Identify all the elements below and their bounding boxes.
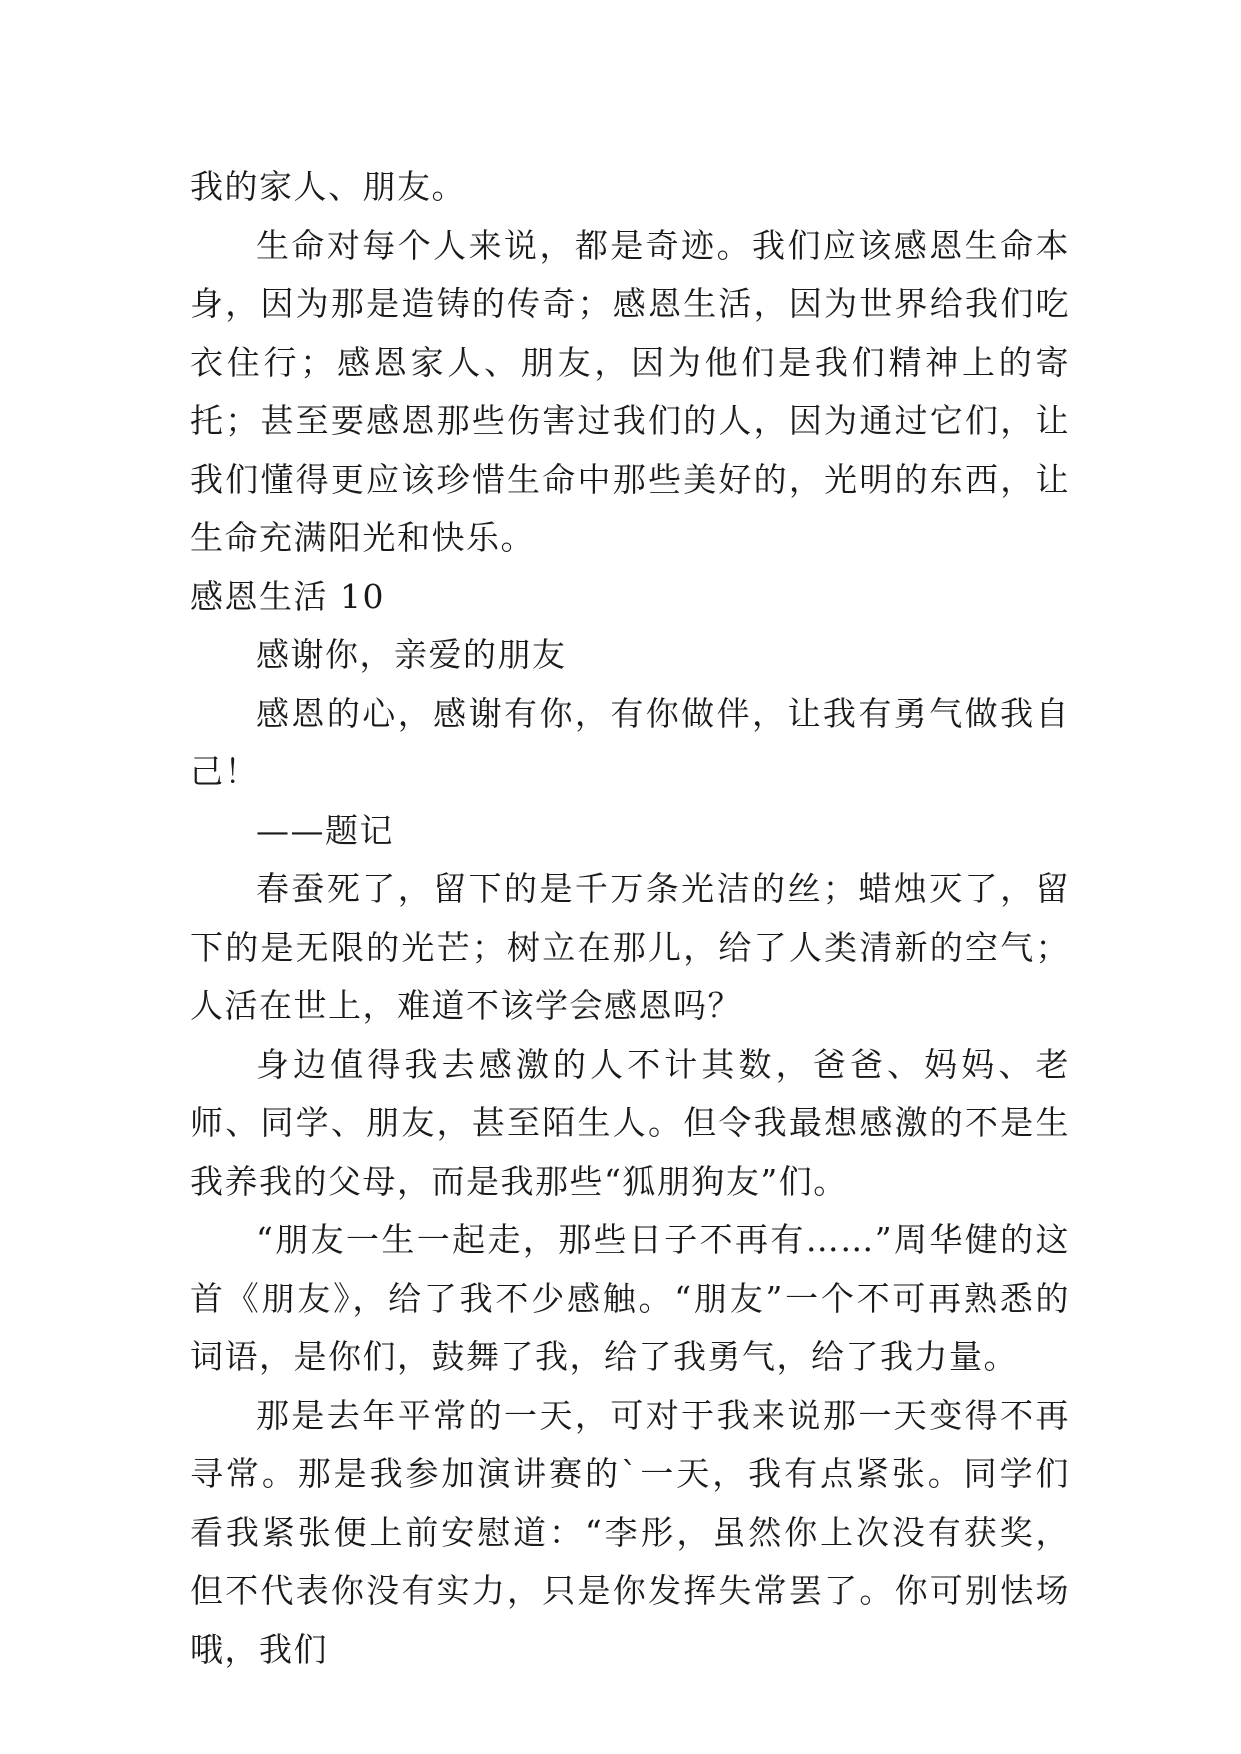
paragraph-2: 生命对每个人来说，都是奇迹。我们应该感恩生命本身，因为那是造铸的传奇；感恩生活，因为世界给我们吃衣住行；感恩家人、朋友，因为他们是我们精神上的寄托；甚至要感恩那些伤害过我们的人，因为通过它们，让我们懂得更应该珍惜生命中那些美好的，光明的东西，让生命充满阳光和快乐。: [190, 225, 1070, 557]
epigraph-attribution: ——题记: [256, 810, 394, 850]
paragraph-1: 我的家人、朋友。: [190, 167, 466, 206]
paragraph-6: 那是去年平常的一天，可对于我来说那一天变得不再寻常。那是我参加演讲赛的`一天，我有点紧张。同学们看我紧张便上前安慰道：“李彤，虽然你上次没有获奖，但不代表你没有实力，只是你发挥失常罢了。你可别怯场哦，我们: [190, 1395, 1070, 1669]
paragraph-3: 春蚕死了，留下的是千万条光洁的丝；蜡烛灭了，留下的是无限的光芒；树立在那儿，给了人类清新的空气；人活在世上，难道不该学会感恩吗？: [190, 869, 1070, 1025]
paragraph-4: 身边值得我去感激的人不计其数，爸爸、妈妈、老师、同学、朋友，甚至陌生人。但令我最想感激的不是生我养我的父母，而是我那些“狐朋狗友”们。: [190, 1044, 1070, 1201]
epigraph: 感恩的心，感谢有你，有你做伴，让我有勇气做我自己！: [190, 693, 1070, 791]
article-title: 感谢你，亲爱的朋友: [256, 635, 567, 674]
section-heading: 感恩生活 10: [190, 576, 385, 616]
paragraph-5: “朋友一生一起走，那些日子不再有……”周华健的这首《朋友》，给了我不少感触。“朋友”一个不可再熟悉的词语，是你们，鼓舞了我，给了我勇气，给了我力量。: [190, 1220, 1070, 1376]
document-body: [190, 158, 1070, 1679]
